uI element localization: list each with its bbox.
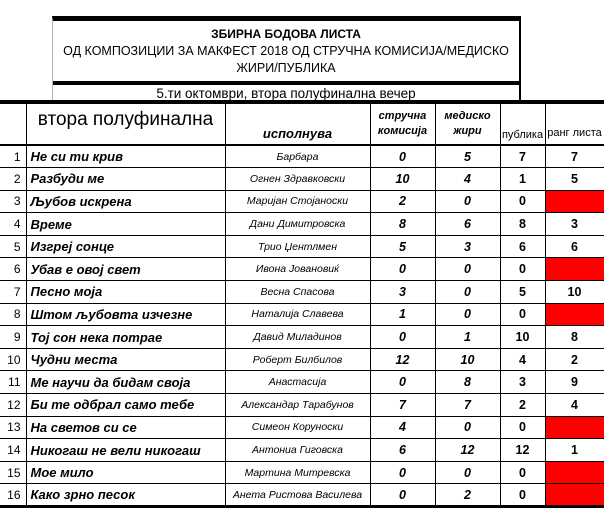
header-box: [52, 16, 521, 102]
expert-score-cell: 0: [370, 326, 435, 349]
public-score-cell: 3: [500, 371, 545, 394]
public-score-cell: 2: [500, 394, 545, 417]
row-number: 9: [0, 326, 26, 349]
expert-jury-header: стручна комисија: [370, 102, 435, 145]
media-score-cell: 0: [435, 258, 500, 281]
media-score-cell: 0: [435, 303, 500, 326]
row-number: 2: [0, 168, 26, 191]
row-number: 13: [0, 416, 26, 439]
table-row: [0, 439, 604, 462]
expert-score-cell: 0: [370, 461, 435, 484]
media-score-cell: 2: [435, 484, 500, 507]
public-score-cell: 0: [500, 303, 545, 326]
song-title-cell: Време: [26, 213, 225, 236]
public-score-cell: 4: [500, 348, 545, 371]
row-number: 15: [0, 461, 26, 484]
media-score-cell: 5: [435, 145, 500, 168]
performer-cell: Огнен Здравковски: [225, 168, 370, 191]
table-row: [0, 145, 604, 168]
row-number: 11: [0, 371, 26, 394]
media-score-cell: 0: [435, 190, 500, 213]
media-score-cell: 8: [435, 371, 500, 394]
table-row: [0, 168, 604, 191]
table-row: [0, 213, 604, 236]
performer-cell: Александар Тарабунов: [225, 394, 370, 417]
performer-cell: Весна Спасова: [225, 281, 370, 304]
song-title-cell: Никогаш не вели никогаш: [26, 439, 225, 462]
expert-score-cell: 0: [370, 258, 435, 281]
list-title: ЗБИРНА БОДОВА ЛИСТА: [211, 27, 361, 41]
table-row: [0, 326, 604, 349]
media-score-cell: 12: [435, 439, 500, 462]
table-row: [0, 281, 604, 304]
performer-cell: Анастасија: [225, 371, 370, 394]
table-row: [0, 235, 604, 258]
performer-cell: Маријан Стојаноски: [225, 190, 370, 213]
rank-header: ранг листа: [545, 102, 604, 145]
row-number: 12: [0, 394, 26, 417]
expert-score-cell: 5: [370, 235, 435, 258]
table-row: [0, 371, 604, 394]
expert-score-cell: 0: [370, 484, 435, 507]
performer-cell: Симеон Коруноски: [225, 416, 370, 439]
row-number: 8: [0, 303, 26, 326]
song-title-cell: Би те одбрал само тебе: [26, 394, 225, 417]
table-row: [0, 394, 604, 417]
performer-cell: Наталија Славева: [225, 303, 370, 326]
expert-score-cell: 1: [370, 303, 435, 326]
eliminated-cell: [545, 461, 604, 484]
song-title-cell: Песно моја: [26, 281, 225, 304]
table-row: [0, 258, 604, 281]
public-score-cell: 8: [500, 213, 545, 236]
song-title-cell: Мое мило: [26, 461, 225, 484]
performer-cell: Ивона Јовановиќ: [225, 258, 370, 281]
eliminated-cell: [545, 303, 604, 326]
media-score-cell: 3: [435, 235, 500, 258]
public-score-cell: 7: [500, 145, 545, 168]
public-score-cell: 0: [500, 190, 545, 213]
expert-score-cell: 0: [370, 371, 435, 394]
public-score-cell: 0: [500, 484, 545, 507]
expert-score-cell: 10: [370, 168, 435, 191]
rank-cell: 8: [545, 326, 604, 349]
row-number: 3: [0, 190, 26, 213]
song-title-cell: Разбуди ме: [26, 168, 225, 191]
media-score-cell: 0: [435, 461, 500, 484]
rank-cell: 10: [545, 281, 604, 304]
media-score-cell: 6: [435, 213, 500, 236]
rank-cell: 9: [545, 371, 604, 394]
row-number-header: [0, 102, 26, 145]
public-score-cell: 0: [500, 461, 545, 484]
media-score-cell: 4: [435, 168, 500, 191]
table-row: [0, 190, 604, 213]
media-score-cell: 0: [435, 281, 500, 304]
eliminated-cell: [545, 258, 604, 281]
media-score-cell: 10: [435, 348, 500, 371]
song-title-cell: Како зрно песок: [26, 484, 225, 507]
row-number: 14: [0, 439, 26, 462]
media-score-cell: 1: [435, 326, 500, 349]
public-score-cell: 0: [500, 258, 545, 281]
eliminated-cell: [545, 484, 604, 507]
expert-score-cell: 12: [370, 348, 435, 371]
eliminated-cell: [545, 190, 604, 213]
rank-cell: 1: [545, 439, 604, 462]
expert-score-cell: 8: [370, 213, 435, 236]
expert-score-cell: 4: [370, 416, 435, 439]
eliminated-cell: [545, 416, 604, 439]
performer-cell: Трио Џентлмен: [225, 235, 370, 258]
table-row: [0, 416, 604, 439]
public-header: публика: [500, 102, 545, 145]
expert-score-cell: 6: [370, 439, 435, 462]
rank-cell: 2: [545, 348, 604, 371]
row-number: 1: [0, 145, 26, 168]
row-number: 6: [0, 258, 26, 281]
rank-cell: 7: [545, 145, 604, 168]
performer-cell: Мартина Митревска: [225, 461, 370, 484]
expert-score-cell: 2: [370, 190, 435, 213]
performer-cell: Давид Миладинов: [225, 326, 370, 349]
public-score-cell: 10: [500, 326, 545, 349]
row-number: 16: [0, 484, 26, 507]
row-number: 7: [0, 281, 26, 304]
table-row: [0, 303, 604, 326]
song-title-cell: Љубов искрена: [26, 190, 225, 213]
performer-header: исполнува: [225, 102, 370, 145]
score-table: [0, 100, 604, 508]
performer-cell: Дани Димитровска: [225, 213, 370, 236]
song-title-cell: Штом љубовта изчезне: [26, 303, 225, 326]
public-score-cell: 6: [500, 235, 545, 258]
expert-score-cell: 7: [370, 394, 435, 417]
performer-cell: Анета Ристова Василева: [225, 484, 370, 507]
song-title-cell: Убав е овој свет: [26, 258, 225, 281]
song-title-cell: Ме научи да бидам своја: [26, 371, 225, 394]
expert-score-cell: 3: [370, 281, 435, 304]
public-score-cell: 5: [500, 281, 545, 304]
rank-cell: 5: [545, 168, 604, 191]
public-score-cell: 12: [500, 439, 545, 462]
song-title-cell: Тој сон нека потрае: [26, 326, 225, 349]
table-row: [0, 348, 604, 371]
row-number: 10: [0, 348, 26, 371]
public-score-cell: 1: [500, 168, 545, 191]
public-score-cell: 0: [500, 416, 545, 439]
performer-cell: Антониа Гиговска: [225, 439, 370, 462]
song-title-cell: Не си ти крив: [26, 145, 225, 168]
rank-cell: 6: [545, 235, 604, 258]
rank-cell: 4: [545, 394, 604, 417]
row-number: 5: [0, 235, 26, 258]
media-score-cell: 7: [435, 394, 500, 417]
semifinal-header: втора полуфинална: [26, 102, 225, 145]
performer-cell: Роберт Билбилов: [225, 348, 370, 371]
table-row: [0, 461, 604, 484]
song-title-cell: На светов си се: [26, 416, 225, 439]
date-line: 5.ти октомври, втора полуфинална вечер: [156, 86, 416, 102]
song-title-cell: Чудни места: [26, 348, 225, 371]
performer-cell: Барбара: [225, 145, 370, 168]
rank-cell: 3: [545, 213, 604, 236]
row-number: 4: [0, 213, 26, 236]
media-score-cell: 0: [435, 416, 500, 439]
media-jury-header: медиско жири: [435, 102, 500, 145]
song-title-cell: Изгреј сонце: [26, 235, 225, 258]
expert-score-cell: 0: [370, 145, 435, 168]
list-subtitle: ОД КОМПОЗИЦИИ ЗА МАКФЕСТ 2018 ОД СТРУЧНА КОМИСИЈА/МЕДИСКО ЖИРИ/ПУБЛИКА: [63, 44, 509, 76]
header-row: [0, 102, 604, 145]
table-row: [0, 484, 604, 507]
title-block: [53, 21, 519, 85]
